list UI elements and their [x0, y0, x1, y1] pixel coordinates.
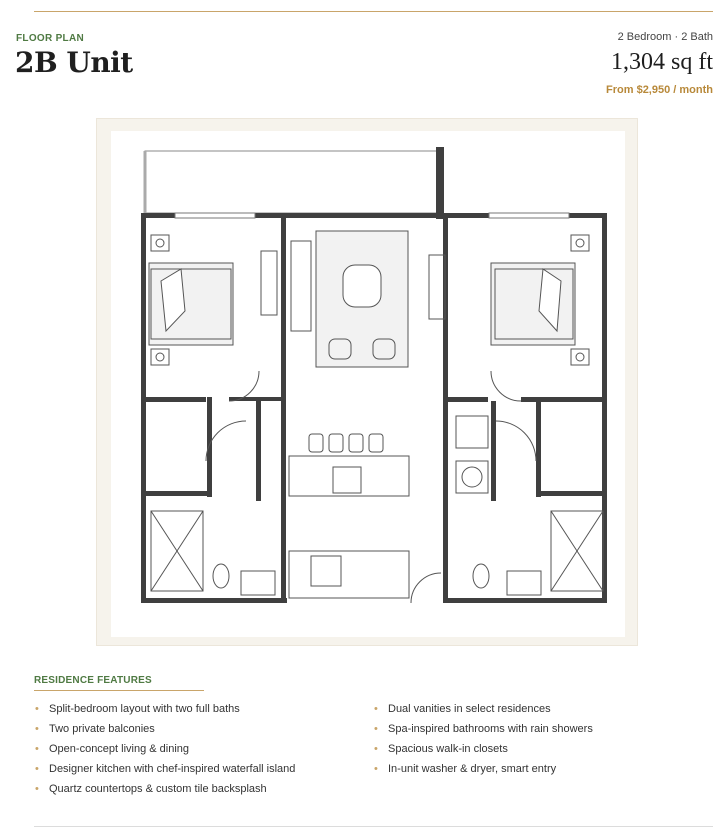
beds-baths: 2 Bedroom · 2 Bath	[617, 31, 713, 43]
feature-item	[373, 722, 593, 742]
unit-title: 2B Unit	[15, 46, 133, 79]
feature-item	[34, 702, 295, 722]
feature-item	[34, 722, 295, 742]
floor-plan-drawing	[111, 131, 625, 637]
eyebrow-label: FLOOR PLAN	[16, 33, 84, 44]
features-list-right	[373, 702, 593, 782]
bullet-icon: •	[35, 703, 39, 715]
bullet-icon: •	[35, 763, 39, 775]
feature-item	[34, 742, 295, 762]
bullet-icon: •	[374, 763, 378, 775]
feature-text: Split-bedroom layout with two full baths	[49, 703, 240, 715]
feature-text: Dual vanities in select residences	[388, 703, 551, 715]
feature-text: Designer kitchen with chef-inspired waterfall island	[49, 763, 296, 775]
price-label: From $2,950 / month	[606, 84, 713, 96]
top-divider	[34, 11, 713, 12]
bottom-divider	[34, 826, 713, 827]
feature-item	[373, 762, 593, 782]
bullet-icon: •	[35, 743, 39, 755]
floor-plan-image	[111, 131, 625, 637]
features-list-left	[34, 702, 295, 802]
feature-text: In-unit washer & dryer, smart entry	[388, 763, 557, 775]
bullet-icon: •	[35, 723, 39, 735]
bullet-icon: •	[374, 743, 378, 755]
feature-text: Quartz countertops & custom tile backsplash	[49, 783, 267, 795]
feature-item	[373, 702, 593, 722]
unit-meta	[606, 31, 713, 96]
features-underline	[34, 690, 204, 691]
feature-item	[34, 762, 295, 782]
floor-plan-frame	[96, 118, 638, 646]
feature-text: Spacious walk-in closets	[388, 743, 508, 755]
bullet-icon: •	[374, 703, 378, 715]
feature-text: Open-concept living & dining	[49, 743, 190, 755]
feature-text: Two private balconies	[49, 723, 155, 735]
bullet-icon: •	[35, 783, 39, 795]
features-heading: RESIDENCE FEATURES	[34, 675, 152, 686]
feature-text: Spa-inspired bathrooms with rain showers	[388, 723, 593, 735]
feature-item	[373, 742, 593, 762]
square-footage: 1,304 sq ft	[611, 49, 713, 75]
feature-item	[34, 782, 295, 802]
bullet-icon: •	[374, 723, 378, 735]
